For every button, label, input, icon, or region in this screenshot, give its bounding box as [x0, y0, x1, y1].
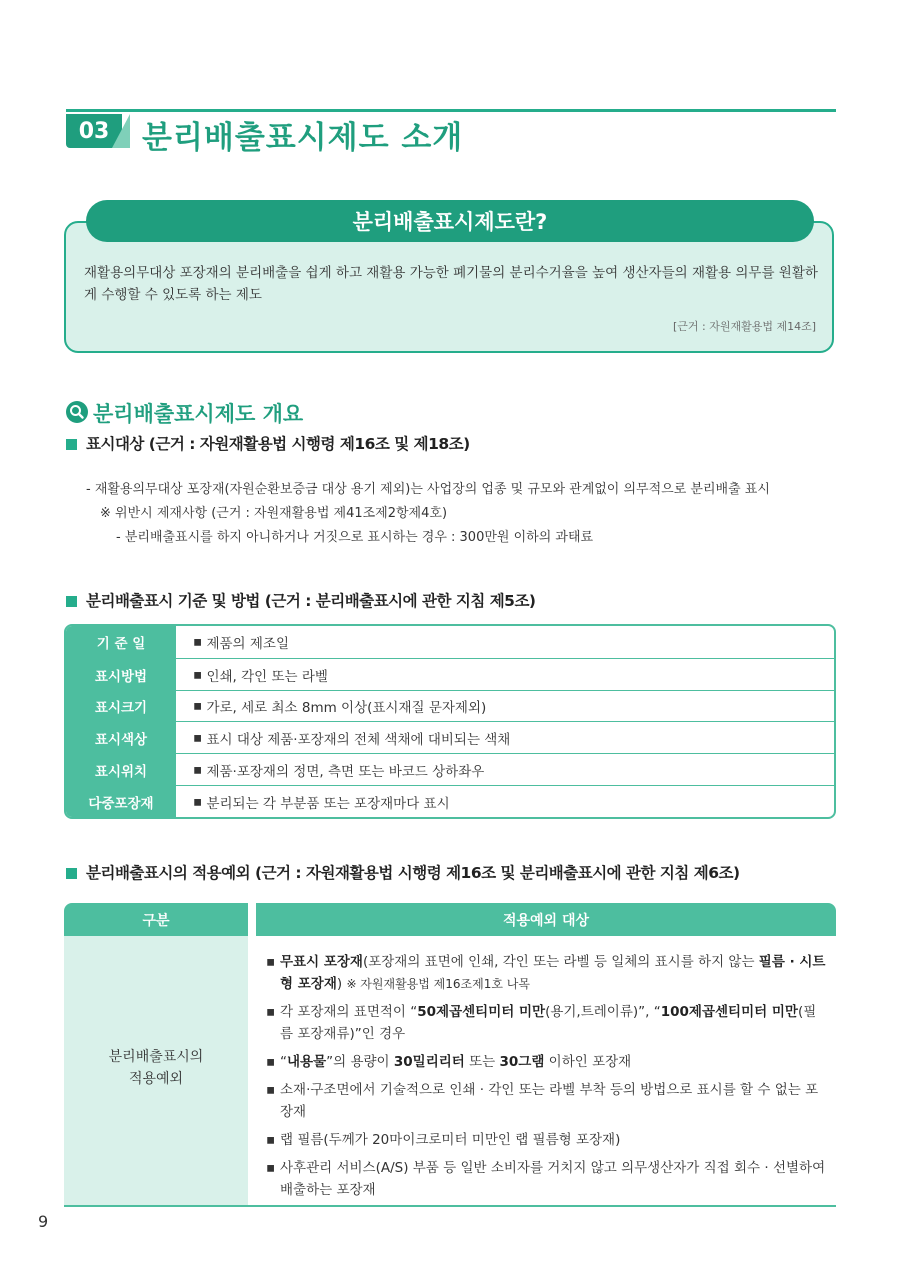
section-slash-decoration	[112, 114, 130, 148]
criteria-heading: 분리배출표시 기준 및 방법 (근거 : 분리배출표시에 관한 지침 제5조)	[86, 592, 536, 610]
row-value: ▪ 가로, 세로 최소 8mm 이상(표시재질 문자제외)	[193, 698, 487, 717]
list-item: ▪ 소재·구조면에서 기술적으로 인쇄 · 각인 또는 라벨 부착 등의 방법으로 표시를 할 수 없는 포장재	[266, 1082, 819, 1120]
row-value: ▪ 제품의 제조일	[193, 633, 289, 652]
target-line: - 재활용의무대상 포장재(자원순환보증금 대상 용기 제외)는 사업장의 업종 및 규모와 관계없이 의무적으로 분리배출 표시	[86, 482, 770, 497]
definition-title: 분리배출표시제도란?	[86, 200, 814, 242]
page-number: 9	[38, 1212, 49, 1231]
magnifier-icon	[66, 401, 88, 423]
list-item: ▪ 사후관리 서비스(A/S) 부품 등 일반 소비자를 거치지 않고 의무생산자가 직접 회수 · 선별하여 배출하는 포장재	[266, 1160, 826, 1198]
exceptions-category-text: 분리배출표시의 적용예외	[108, 1049, 204, 1087]
table-row	[66, 626, 834, 658]
row-value: ▪ 제품·포장재의 정면, 측면 또는 바코드 상하좌우	[193, 762, 485, 781]
row-label: 표시방법	[66, 659, 177, 691]
section-number: 03	[66, 114, 122, 148]
row-value: ▪ 분리되는 각 부분품 또는 포장재마다 표시	[193, 793, 450, 812]
table-row	[66, 785, 834, 818]
bullet-square-icon	[66, 596, 77, 607]
row-label: 기 준 일	[66, 626, 177, 658]
table-row	[66, 658, 834, 691]
definition-text: 재활용의무대상 포장재의 분리배출을 쉽게 하고 재활용 가능한 폐기물의 분리수거율을 높여 생산자들의 재활용 의무를 원활하게 수행할 수 있도록 하는 제도	[84, 265, 818, 303]
target-penalty: - 분리배출표시를 하지 아니하거나 거짓으로 표시하는 경우 : 300만원 이하의 과태료	[116, 530, 594, 545]
section-title: 분리배출표시제도 소개	[142, 120, 464, 156]
exceptions-heading: 분리배출표시의 적용예외 (근거 : 자원재활용법 시행령 제16조 및 분리배출표시에 관한 지침 제6조)	[86, 864, 740, 882]
row-value: ▪ 표시 대상 제품·포장재의 전체 색채에 대비되는 색채	[193, 730, 511, 749]
table-row	[66, 690, 834, 723]
exceptions-col2-header: 적용예외 대상	[256, 903, 836, 936]
row-label: 다중포장재	[66, 786, 177, 818]
criteria-table	[64, 624, 836, 819]
list-item: ▪ 랩 필름(두께가 20마이크로미터 미만인 랩 필름형 포장재)	[266, 1132, 621, 1148]
list-item: ▪ “내용물”의 용량이 30밀리리터 또는 30그램 이하인 포장재	[266, 1054, 632, 1070]
table-row	[66, 753, 834, 786]
table-row	[66, 721, 834, 754]
row-label: 표시크기	[66, 691, 177, 723]
row-value: ▪ 인쇄, 각인 또는 라벨	[193, 666, 328, 685]
list-item: ▪ 각 포장재의 표면적이 “50제곱센티미터 미만(용기,트레이류)”, “100제곱센티미터 미만(필름 포장재류)”인 경우	[266, 1004, 817, 1042]
list-item: ▪ 무표시 포장재(포장재의 표면에 인쇄, 각인 또는 라벨 등 일체의 표시를 하지 않는 필름 · 시트형 포장재) ※ 자원재활용법 제16조제1호 나목	[266, 954, 826, 992]
target-note: ※ 위반시 제재사항 (근거 : 자원재활용법 제41조제2항제4호)	[100, 506, 448, 521]
row-label: 표시위치	[66, 754, 177, 786]
definition-reference: [근거 : 자원재활용법 제14조]	[672, 320, 816, 333]
bullet-square-icon	[66, 439, 77, 450]
row-label: 표시색상	[66, 722, 177, 754]
target-heading: 표시대상 (근거 : 자원재활용법 시행령 제16조 및 제18조)	[86, 435, 470, 453]
exceptions-list	[266, 951, 826, 1207]
bullet-square-icon	[66, 868, 77, 879]
exceptions-col1-header: 구분	[64, 903, 248, 936]
overview-title: 분리배출표시제도 개요	[93, 402, 304, 426]
